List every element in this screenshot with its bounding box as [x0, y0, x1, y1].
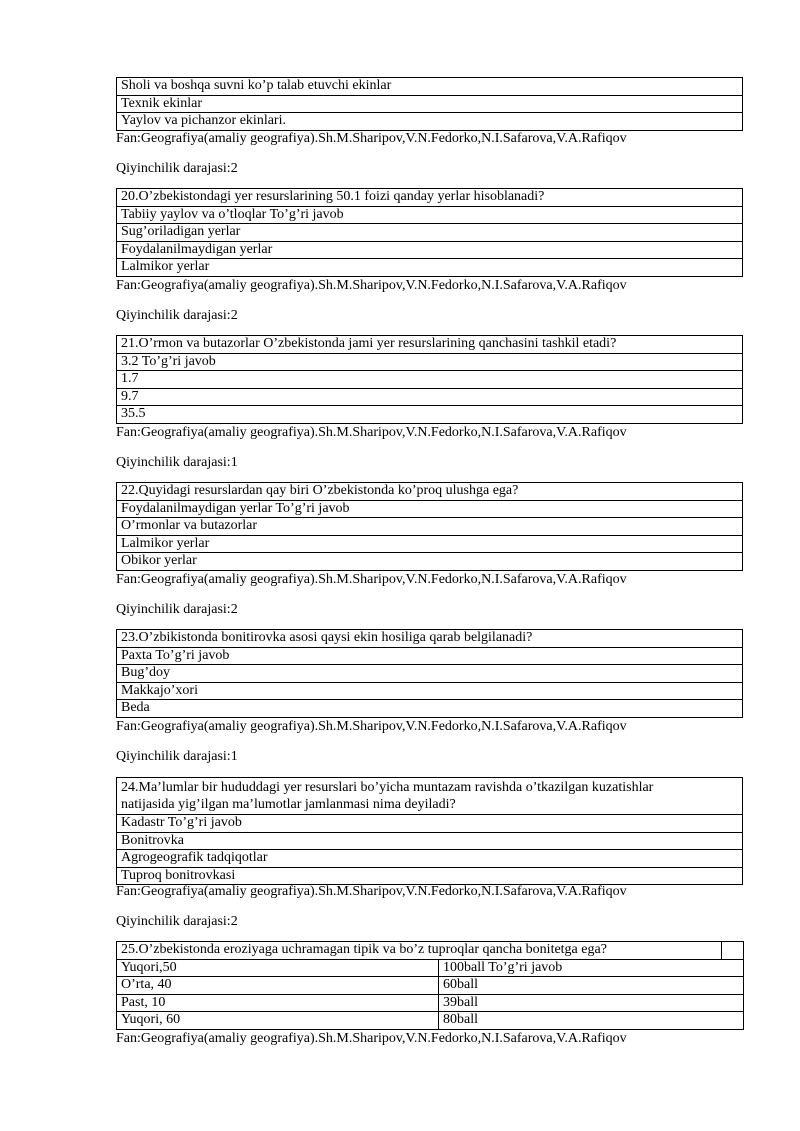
- source-line: Fan:Geografiya(amaliy geografiya).Sh.M.Sharipov,V.N.Fedorko,N.I.Safarova,V.A.Rafiqov: [116, 131, 627, 146]
- option-cell: Bug’doy: [117, 665, 743, 683]
- difficulty-label: Qiyinchilik darajasi:: [116, 749, 231, 764]
- option-right-cell: 60ball: [439, 977, 744, 995]
- difficulty-value: 2: [230, 161, 238, 176]
- option-cell: Yaylov va pichanzor ekinlari.: [117, 113, 743, 131]
- option-left-cell: Past, 10: [117, 994, 439, 1012]
- difficulty-value: 1: [230, 455, 238, 470]
- difficulty-line: [116, 161, 238, 177]
- source-line: Fan:Geografiya(amaliy geografiya).Sh.M.Sharipov,V.N.Fedorko,N.I.Safarova,V.A.Rafiqov: [116, 884, 627, 899]
- option-cell: Sug’oriladigan yerlar: [117, 224, 743, 242]
- question-text: 24.Ma’lumlar bir hududdagi yer resurslari bo’yicha muntazam ravishda o’tkazilgan kuzatishlar natijasida yig’ilgan ma’lumotlar jamlanmasi nima deyiladi?: [117, 778, 743, 815]
- difficulty-line: [116, 308, 238, 324]
- option-cell: Tabiiy yaylov va o’tloqlar To’g’ri javob: [117, 206, 743, 224]
- difficulty-value: 2: [230, 602, 238, 617]
- question-table-23: [116, 629, 743, 718]
- difficulty-label: Qiyinchilik darajasi:: [116, 602, 231, 617]
- question-text: 22.Quyidagi resurslardan qay biri O’zbekistonda ko’proq ulushga ega?: [117, 483, 743, 501]
- question-table-22: [116, 482, 743, 571]
- difficulty-label: Qiyinchilik darajasi:: [116, 455, 231, 470]
- option-cell: 3.2 To’g’ri javob: [117, 353, 743, 371]
- option-cell: Foydalanilmaydigan yerlar To’g’ri javob: [117, 500, 743, 518]
- option-cell: Agrogeografik tadqiqotlar: [117, 850, 743, 868]
- difficulty-line: [116, 602, 238, 618]
- source-line: Fan:Geografiya(amaliy geografiya).Sh.M.Sharipov,V.N.Fedorko,N.I.Safarova,V.A.Rafiqov: [116, 1031, 627, 1046]
- difficulty-label: Qiyinchilik darajasi:: [116, 914, 231, 929]
- option-right-cell: 39ball: [439, 994, 744, 1012]
- difficulty-value: 2: [230, 914, 238, 929]
- option-right-cell: 100ball To’g’ri javob: [439, 959, 744, 977]
- option-cell: 35.5: [117, 406, 743, 424]
- question-text: 25.O’zbekistonda eroziyaga uchramagan tipik va bo’z tuproqlar qancha bonitetga ega?: [117, 942, 722, 960]
- option-cell: 9.7: [117, 388, 743, 406]
- difficulty-line: [116, 455, 238, 471]
- option-cell: 1.7: [117, 371, 743, 389]
- option-cell: Paxta To’g’ri javob: [117, 647, 743, 665]
- question-table-25: [116, 941, 744, 1030]
- option-cell: Bonitrovka: [117, 832, 743, 850]
- source-line: Fan:Geografiya(amaliy geografiya).Sh.M.Sharipov,V.N.Fedorko,N.I.Safarova,V.A.Rafiqov: [116, 425, 627, 440]
- option-right-cell: 80ball: [439, 1012, 744, 1030]
- question-table-21: [116, 335, 743, 424]
- question-text: 23.O’zbikistonda bonitirovka asosi qaysi ekin hosiliga qarab belgilanadi?: [117, 630, 743, 648]
- difficulty-label: Qiyinchilik darajasi:: [116, 161, 231, 176]
- option-cell: Lalmikor yerlar: [117, 259, 743, 277]
- option-cell: O’rmonlar va butazorlar: [117, 518, 743, 536]
- option-left-cell: Yuqori,50: [117, 959, 439, 977]
- option-cell: Makkajo’xori: [117, 682, 743, 700]
- options-table-top: [116, 77, 743, 131]
- option-cell: Foydalanilmaydigan yerlar: [117, 241, 743, 259]
- empty-cell: [722, 942, 744, 960]
- question-text: 21.O’rmon va butazorlar O’zbekistonda jami yer resurslarining qanchasini tashkil etadi?: [117, 336, 743, 354]
- difficulty-label: Qiyinchilik darajasi:: [116, 308, 231, 323]
- option-left-cell: O’rta, 40: [117, 977, 439, 995]
- difficulty-line: [116, 749, 238, 765]
- difficulty-value: 2: [230, 308, 238, 323]
- source-line: Fan:Geografiya(amaliy geografiya).Sh.M.Sharipov,V.N.Fedorko,N.I.Safarova,V.A.Rafiqov: [116, 572, 627, 587]
- option-left-cell: Yuqori, 60: [117, 1012, 439, 1030]
- option-cell: Tuproq bonitrovkasi: [117, 867, 743, 885]
- difficulty-value: 1: [230, 749, 238, 764]
- option-cell: Sholi va boshqa suvni ko’p talab etuvchi ekinlar: [117, 78, 743, 96]
- source-line: Fan:Geografiya(amaliy geografiya).Sh.M.Sharipov,V.N.Fedorko,N.I.Safarova,V.A.Rafiqov: [116, 719, 627, 734]
- source-line: Fan:Geografiya(amaliy geografiya).Sh.M.Sharipov,V.N.Fedorko,N.I.Safarova,V.A.Rafiqov: [116, 278, 627, 293]
- option-cell: Lalmikor yerlar: [117, 535, 743, 553]
- option-cell: Kadastr To’g’ri javob: [117, 815, 743, 833]
- difficulty-line: [116, 914, 238, 930]
- question-table-20: [116, 188, 743, 277]
- question-table-24: [116, 777, 743, 885]
- question-text: 20.O’zbekistondagi yer resurslarining 50.1 foizi qanday yerlar hisoblanadi?: [117, 189, 743, 207]
- option-cell: Texnik ekinlar: [117, 95, 743, 113]
- option-cell: Obikor yerlar: [117, 553, 743, 571]
- option-cell: Beda: [117, 700, 743, 718]
